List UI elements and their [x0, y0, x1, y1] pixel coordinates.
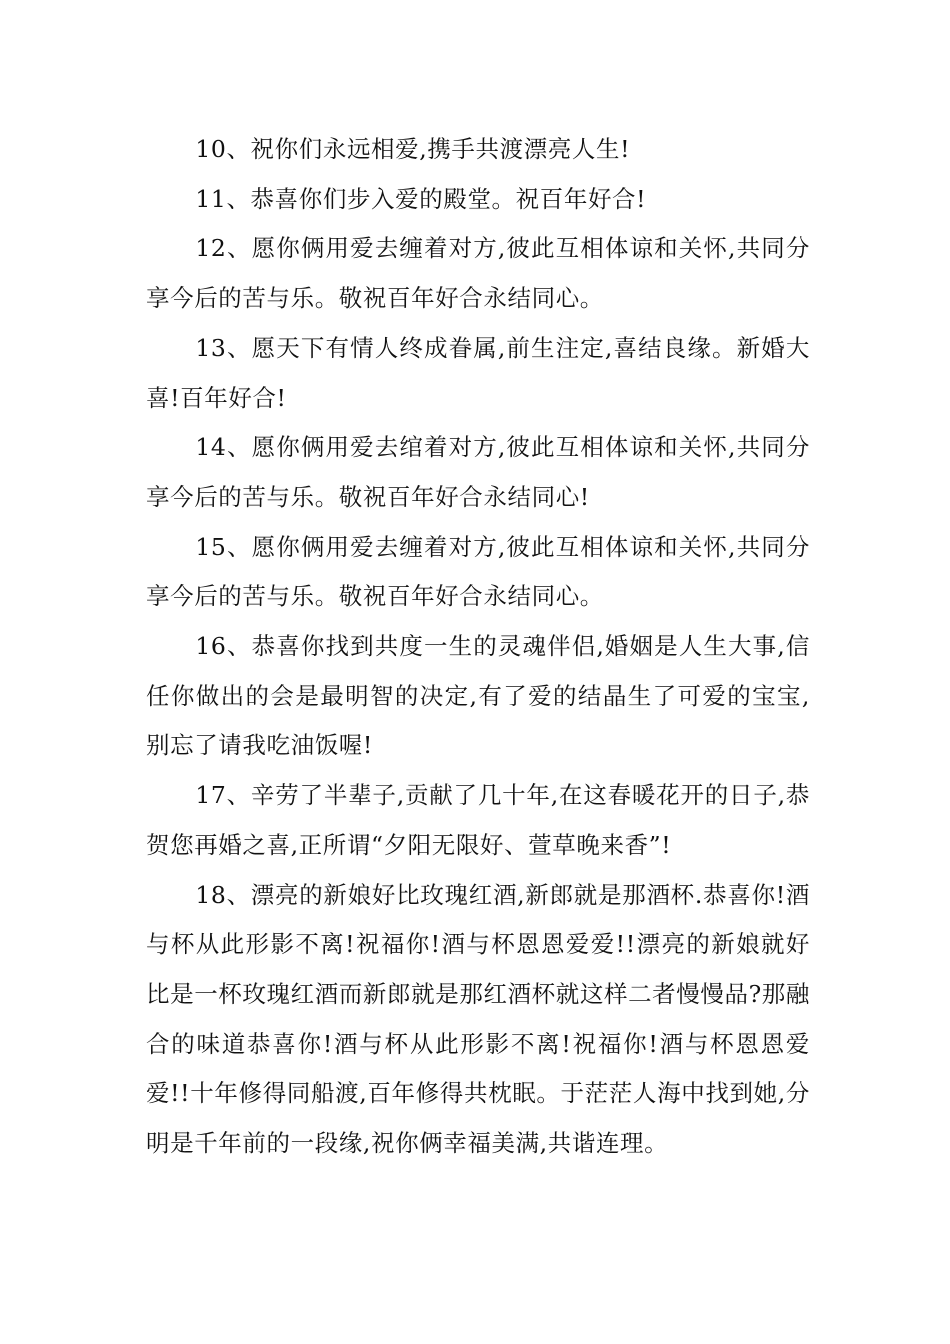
paragraph-10: 10、祝你们永远相爱,携手共渡漂亮人生!: [195, 135, 631, 163]
paragraph-18: 18、漂亮的新娘好比玫瑰红酒,新郎就是那酒杯.恭喜你!酒与杯从此形影不离!祝福你!酒与杯恩恩爱爱!!漂亮的新娘就好比是一杯玫瑰红酒而新郎就是那红酒杯就这样二者慢慢品?那融合的味道恭喜你!酒与杯从此形影不离!祝福你!酒与杯恩恩爱爱!!十年修得同船渡,百年修得共枕眠。于茫茫人海中找到她,分明是千年前的一段缘,祝你俩幸福美满,共谐连理。: [146, 880, 810, 1158]
paragraph-12: 12、愿你俩用爱去缠着对方,彼此互相体谅和关怀,共同分享今后的苦与乐。敬祝百年好合永结同心。: [146, 234, 810, 313]
paragraph-13: 13、愿天下有情人终成眷属,前生注定,喜结良缘。新婚大喜!百年好合!: [146, 333, 810, 412]
paragraph-17: 17、辛劳了半辈子,贡献了几十年,在这春暖花开的日子,恭贺您再婚之喜,正所谓“夕阳无限好、萱草晚来香”!: [146, 781, 810, 859]
paragraph-11: 11、恭喜你们步入爱的殿堂。祝百年好合!: [195, 184, 647, 213]
paragraph-14: 14、愿你俩用爱去绾着对方,彼此互相体谅和关怀,共同分享今后的苦与乐。敬祝百年好合永结同心!: [146, 433, 810, 511]
document-body: [146, 125, 810, 1169]
paragraph-15: 15、愿你俩用爱去缠着对方,彼此互相体谅和关怀,共同分享今后的苦与乐。敬祝百年好合永结同心。: [146, 532, 810, 611]
paragraph-16: 16、恭喜你找到共度一生的灵魂伴侣,婚姻是人生大事,信任你做出的会是最明智的决定,有了爱的结晶生了可爱的宝宝,别忘了请我吃油饭喔!: [146, 632, 810, 760]
